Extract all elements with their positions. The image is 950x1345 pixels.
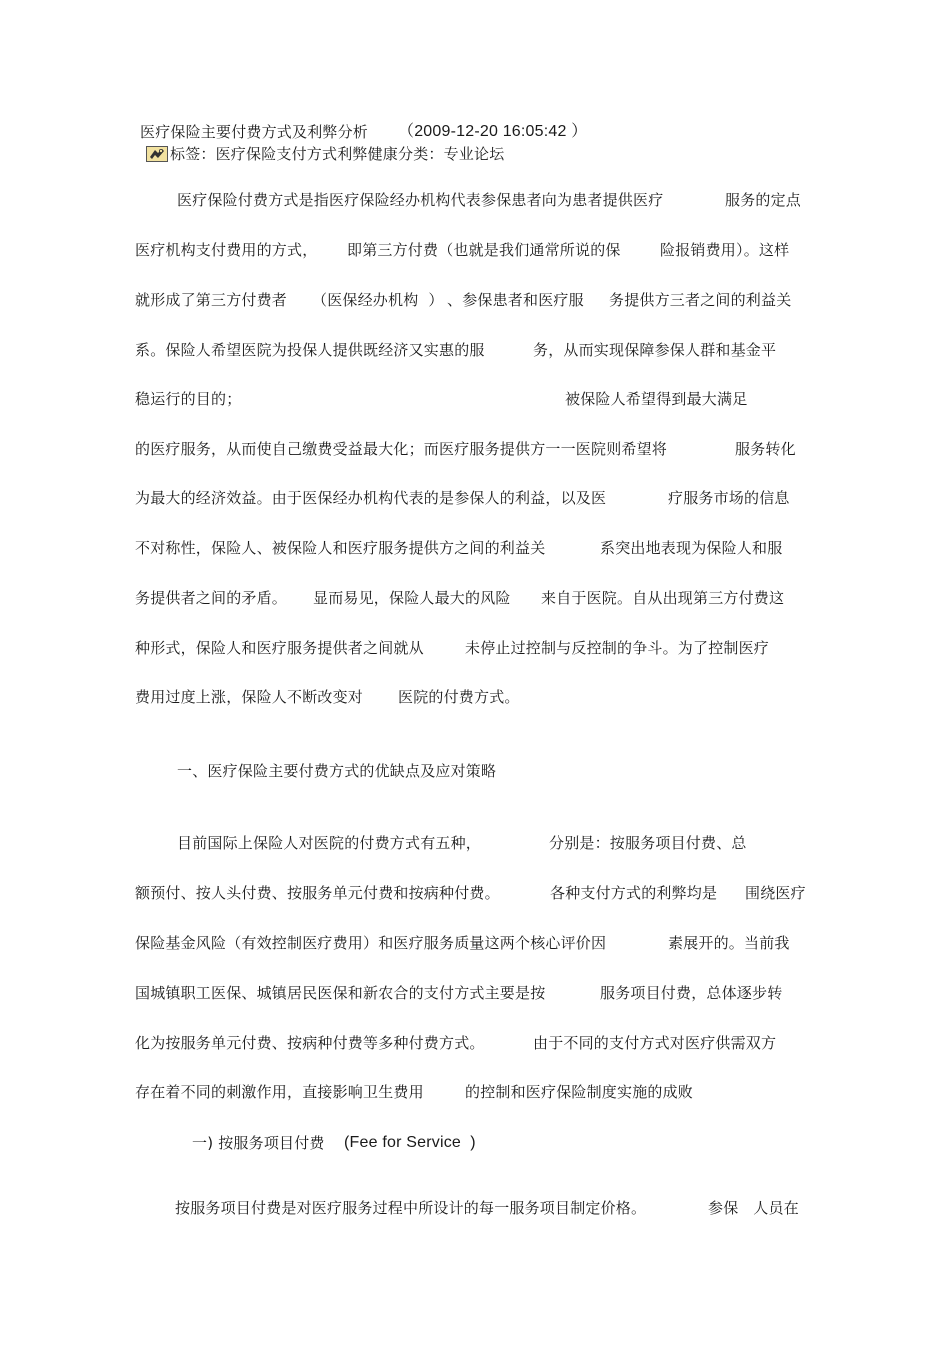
subsection-heading: 一) 按服务项目付费 xyxy=(192,1134,325,1152)
para2-line: 各种支付方式的利弊均是 xyxy=(550,884,718,902)
para1-line: 来自于医院。自从出现第三方付费这 xyxy=(541,589,785,607)
para2-line: 目前国际上保险人对医院的付费方式有五种， xyxy=(177,834,482,852)
para2-line: 国城镇职工医保、城镇居民医保和新农合的支付方式主要是按 xyxy=(135,984,546,1002)
para1-line: 费用过度上涨，保险人不断改变对 xyxy=(135,688,364,706)
para2-line: 围绕医疗 xyxy=(745,884,806,902)
para1-line: 系突出地表现为保险人和服 xyxy=(600,539,783,557)
para2-line: 由于不同的支付方式对医疗供需双方 xyxy=(533,1034,777,1052)
para1-line: 为最大的经济效益。由于医保经办机构代表的是参保人的利益，以及医 xyxy=(135,489,607,507)
para1-line: 疗服务市场的信息 xyxy=(668,489,790,507)
para1-line: 务提供者之间的矛盾。 xyxy=(135,589,288,607)
para2-line: 保险基金风险（有效控制医疗费用）和医疗服务质量这两个核心评价因 xyxy=(135,934,607,952)
para1-line: 服务的定点 xyxy=(725,191,802,209)
para3-line: 按服务项目付费是对医疗服务过程中所设计的每一服务项目制定价格。 xyxy=(175,1199,647,1217)
subsection-heading-en: (Fee for Service ) xyxy=(344,1134,476,1151)
para1-line: 险报销费用）。这样 xyxy=(660,241,790,259)
para2-line: 的控制和医疗保险制度实施的成败 xyxy=(465,1083,694,1101)
tag-icon xyxy=(146,146,168,162)
para1-line: 稳运行的目的； xyxy=(135,390,242,408)
para1-line: 种形式，保险人和医疗服务提供者之间就从 xyxy=(135,639,424,657)
para1-line: 医疗机构支付费用的方式， xyxy=(135,241,318,259)
para1-line: 不对称性，保险人、被保险人和医疗服务提供方之间的利益关 xyxy=(135,539,546,557)
para1-line: 服务转化 xyxy=(735,440,796,458)
para1-line: 、参保患者和医疗服 xyxy=(447,291,584,309)
para1-line: （医保经办机构 ） xyxy=(312,291,444,309)
para2-line: 存在着不同的刺激作用，直接影响卫生费用 xyxy=(135,1083,424,1101)
para1-line: 医疗保险付费方式是指医疗保险经办机构代表参保患者向为患者提供医疗 xyxy=(177,191,664,209)
para1-line: 就形成了第三方付费者 xyxy=(135,291,288,309)
para2-line: 化为按服务单元付费、按病种付费等多种付费方式。 xyxy=(135,1034,485,1052)
para2-line: 分别是：按服务项目付费、总 xyxy=(549,834,747,852)
para1-line: 被保险人希望得到最大满足 xyxy=(565,390,748,408)
para1-line: 务，从而实现保障参保人群和基金平 xyxy=(533,341,777,359)
para1-line: 的医疗服务，从而使自己缴费受益最大化；而医疗服务提供方一一医院则希望将 xyxy=(135,440,668,458)
para1-line: 即第三方付费（也就是我们通常所说的保 xyxy=(347,241,621,259)
doc-title: 医疗保险主要付费方式及利弊分析 xyxy=(140,123,369,141)
section-heading: 一、医疗保险主要付费方式的优缺点及应对策略 xyxy=(177,762,497,780)
para2-line: 额预付、按人头付费、按服务单元付费和按病种付费。 xyxy=(135,884,500,902)
para2-line: 素展开的。当前我 xyxy=(668,934,790,952)
para1-line: 务提供方三者之间的利益关 xyxy=(609,291,792,309)
para3-line: 参保 人员在 xyxy=(708,1199,799,1217)
para1-line: 未停止过控制与反控制的争斗。为了控制医疗 xyxy=(465,639,770,657)
doc-datetime: （2009-12-20 16:05:42 ） xyxy=(398,123,588,140)
para1-line: 系。保险人希望医院为投保人提供既经济又实惠的服 xyxy=(135,341,485,359)
para2-line: 服务项目付费，总体逐步转 xyxy=(600,984,783,1002)
para1-line: 医院的付费方式。 xyxy=(398,688,520,706)
doc-tags-line: 标签：医疗保险支付方式利弊健康分类：专业论坛 xyxy=(170,145,505,163)
para1-line: 显而易见，保险人最大的风险 xyxy=(313,589,511,607)
